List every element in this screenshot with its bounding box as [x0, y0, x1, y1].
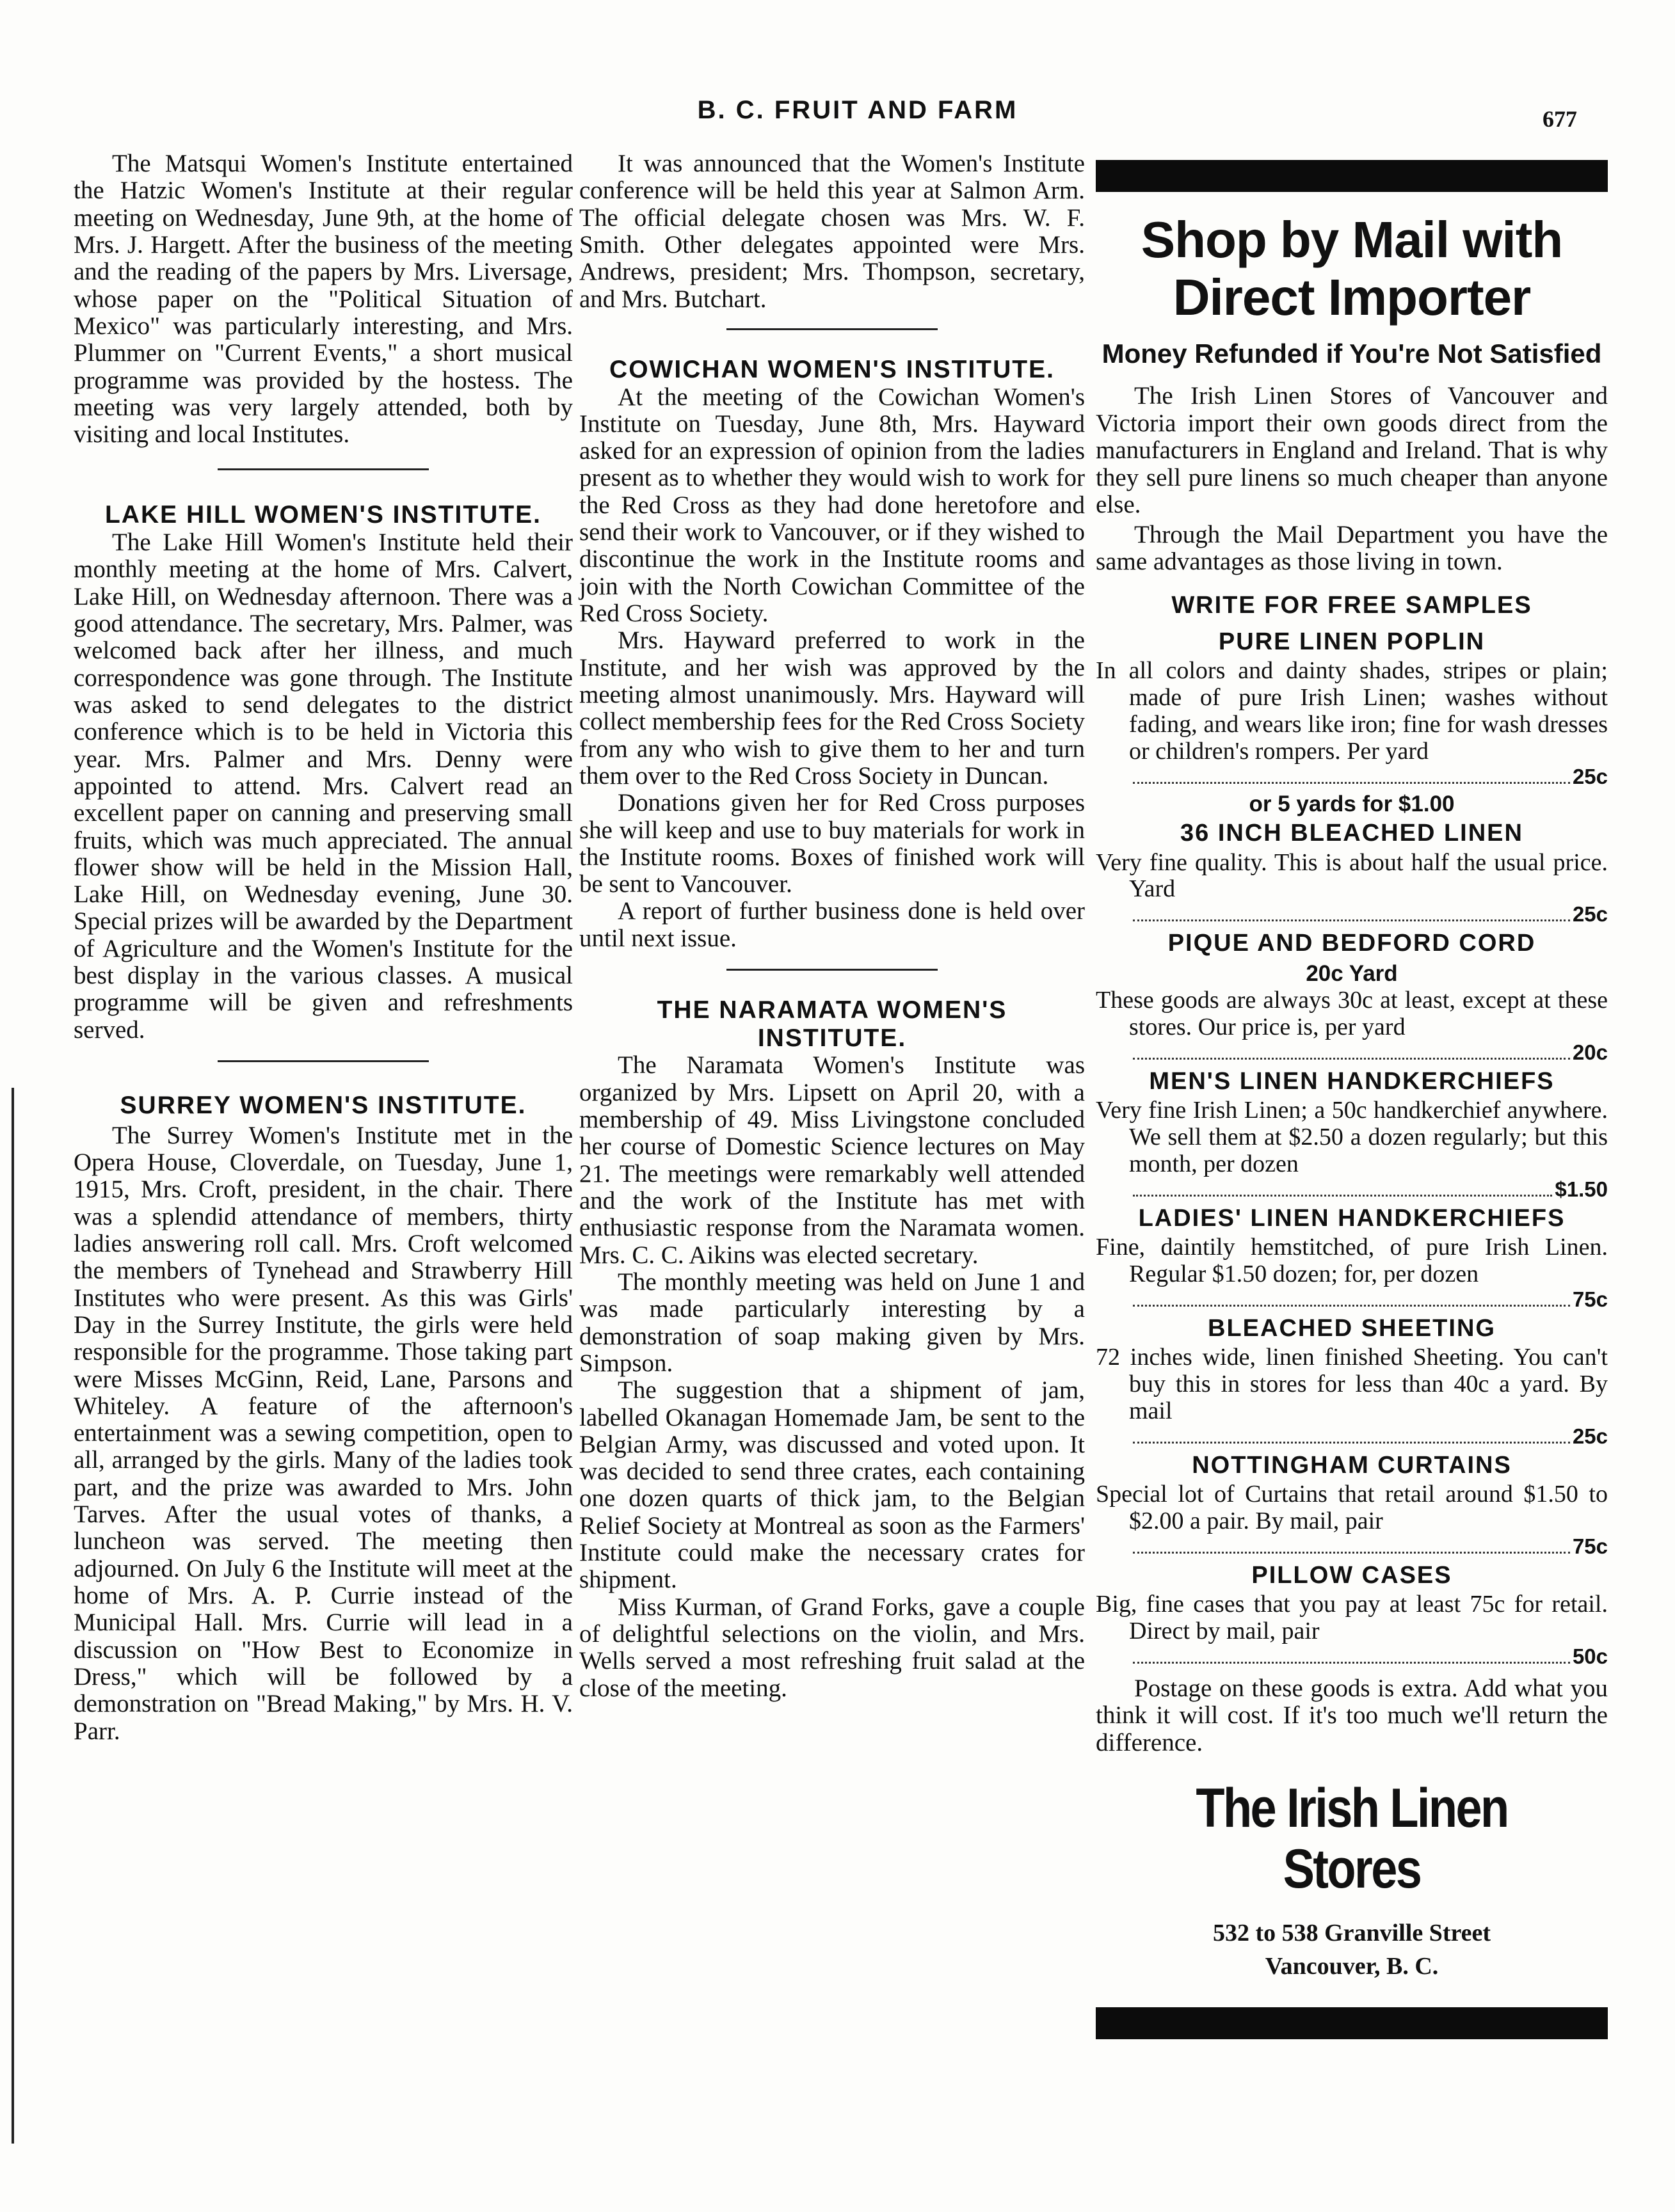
sheeting-description: [1096, 1344, 1608, 1424]
cowichan-heading: COWICHAN WOMEN'S INSTITUTE.: [609, 355, 1055, 383]
sheeting-price: 25c: [1572, 1424, 1608, 1448]
pique-text: These goods are always 30c at least, except at these stores. Our price is, per yard: [1096, 987, 1608, 1041]
ladies-handkerchiefs-description: [1096, 1234, 1608, 1288]
pillow-cases-heading: PILLOW CASES: [1251, 1561, 1452, 1589]
pique-price: 20c: [1572, 1040, 1608, 1065]
leader-dots: [1133, 1305, 1570, 1307]
lake-hill-heading: LAKE HILL WOMEN'S INSTITUTE.: [104, 501, 542, 529]
section-divider: [726, 328, 938, 330]
pillow-cases-price-line: [1096, 1645, 1608, 1670]
mens-handkerchiefs-price-line: [1096, 1178, 1608, 1203]
leader-dots: [1133, 919, 1570, 921]
ad-bottom-bar: [1096, 2007, 1608, 2039]
leader-dots: [1133, 1442, 1570, 1444]
poplin-price-line: [1096, 765, 1608, 790]
cowichan-paragraph-1: At the meeting of the Cowichan Women's Institute on Tuesday, June 8th, Mrs. Hayward asked for an expression of opinion from the ladies present as to whether they would wish to work for the Red Cross as they had done heretofore and send their work to Vancouver, or if they wished to discontinue the work in the Institute rooms and join with the North Cowichan Committee of the Red Cross Society.: [579, 383, 1085, 628]
sheeting-text: 72 inches wide, linen finished Sheeting. You can't buy this in stores for less than 40c a yard. By mail: [1096, 1344, 1608, 1424]
pique-heading: PIQUE AND BEDFORD CORD: [1167, 930, 1536, 957]
binding-edge: [0, 1088, 14, 2144]
ladies-handkerchiefs-price-line: [1096, 1288, 1608, 1313]
leader-dots: [1133, 1195, 1552, 1197]
ad-subheadline: Money Refunded if You're Not Satisfied: [1102, 338, 1602, 369]
poplin-bulk-price: or 5 yards for $1.00: [1249, 791, 1455, 816]
column-left: [74, 150, 573, 1745]
pique-description: [1096, 987, 1608, 1041]
poplin-text: In all colors and dainty shades, stripes or plain; made of pure Irish Linen; washes without fading, and wears like iron; fine for wash dresses or children's rompers. Per yard: [1096, 657, 1608, 765]
bleached-linen-price: 25c: [1572, 902, 1608, 927]
curtains-heading: NOTTINGHAM CURTAINS: [1192, 1451, 1512, 1479]
store-address-street: 532 to 538 Granville Street: [1212, 1920, 1491, 1947]
poplin-description: [1096, 658, 1608, 765]
store-address-city: Vancouver, B. C.: [1265, 1952, 1439, 1980]
postage-note: Postage on these goods is extra. Add what you think it will cost. If it's too much we'll return the difference.: [1096, 1674, 1608, 1756]
leader-dots: [1133, 1552, 1570, 1554]
naramata-paragraph-2: The monthly meeting was held on June 1 and was made particularly interesting by a demonstration of soap making given by Mrs. Simpson.: [579, 1268, 1085, 1377]
ladies-handkerchiefs-text: Fine, daintily hemstitched, of pure Irish Linen. Regular $1.50 dozen; for, per dozen: [1096, 1234, 1608, 1287]
cowichan-paragraph-4: A report of further business done is held over until next issue.: [579, 897, 1085, 952]
cowichan-paragraph-3: Donations given her for Red Cross purposes she will keep and use to buy materials for work in the Institute rooms. Boxes of finished work will be sent to Vancouver.: [579, 789, 1085, 898]
pique-price-line: [1096, 1041, 1608, 1066]
section-divider: [218, 1060, 429, 1062]
ladies-handkerchiefs-price: 75c: [1572, 1287, 1608, 1311]
section-divider: [726, 969, 938, 971]
curtains-text: Special lot of Curtains that retail around $1.50 to $2.00 a pair. By mail, pair: [1096, 1480, 1608, 1534]
column-middle: [579, 150, 1085, 1702]
pillow-cases-price: 50c: [1572, 1644, 1608, 1668]
ladies-handkerchiefs-heading: LADIES' LINEN HANDKERCHIEFS: [1138, 1204, 1566, 1232]
pique-subheading: 20c Yard: [1306, 960, 1398, 986]
page-number: 677: [1543, 106, 1577, 132]
curtains-description: [1096, 1481, 1608, 1535]
ad-mail-paragraph: Through the Mail Department you have the same advantages as those living in town.: [1096, 520, 1608, 576]
curtains-price-line: [1096, 1535, 1608, 1560]
pillow-cases-description: [1096, 1591, 1608, 1645]
cowichan-paragraph-2: Mrs. Hayward preferred to work in the Institute, and her wish was approved by the meeting almost unanimously. Mrs. Hayward will collect membership fees for the Red Cross Society from any who wish to give them to her and turn them over to the Red Cross Society in Duncan.: [579, 626, 1085, 790]
section-divider: [218, 468, 429, 470]
store-name: The Irish Linen Stores: [1196, 1778, 1508, 1900]
mens-handkerchiefs-price: $1.50: [1555, 1177, 1608, 1201]
poplin-price: 25c: [1572, 764, 1608, 788]
curtains-price: 75c: [1572, 1534, 1608, 1558]
sheeting-price-line: [1096, 1425, 1608, 1450]
poplin-heading: PURE LINEN POPLIN: [1218, 628, 1486, 655]
leader-dots: [1133, 782, 1570, 784]
bleached-linen-heading: 36 INCH BLEACHED LINEN: [1180, 820, 1523, 847]
matsqui-paragraph: The Matsqui Women's Institute entertained the Hatzic Women's Institute at their regular meeting on Wednesday, June 9th, at the home of Mrs. J. Hargett. After the business of the meeting and the reading of the papers by Mrs. Liversage, whose paper on the "Political Situation of Mexico" was particularly interesting, and Mrs. Plummer on "Current Events," a short musical programme was provided by the hostess. The meeting was very largely attended, both by visiting and local Institutes.: [74, 150, 573, 449]
pillow-cases-text: Big, fine cases that you pay at least 75c for retail. Direct by mail, pair: [1096, 1590, 1608, 1644]
leader-dots: [1133, 1058, 1570, 1060]
mens-handkerchiefs-text: Very fine Irish Linen; a 50c handkerchief anywhere. We sell them at $2.50 a dozen regularly; but this month, per dozen: [1096, 1097, 1608, 1177]
surrey-heading: SURREY WOMEN'S INSTITUTE.: [120, 1092, 527, 1120]
naramata-paragraph-3: The suggestion that a shipment of jam, labelled Okanagan Homemade Jam, be sent to the Belgian Army, was discussed and voted upon. It was decided to send three crates, each containing one dozen quarts of thick jam, to the Belgian Relief Society at Montreal as soon as the Farmers' Institute could make the necessary crates for shipment.: [579, 1376, 1085, 1594]
lake-hill-paragraph: The Lake Hill Women's Institute held their monthly meeting at the home of Mrs. Calvert, Lake Hill, on Wednesday afternoon. There was a good attendance. The secretary, Mrs. Palmer, was welcomed back after her illness, and much correspondence was gone through. The Institute was asked to send delegates to the district conference which is to be held in Victoria this year. Mrs. Palmer and Mrs. Denny were appointed to attend. Mrs. Calvert read an excellent paper on canning and preserving small fruits, which was much appreciated. The annual flower show will be held in the Mission Hall, Lake Hill, on Wednesday evening, June 30. Special prizes will be awarded by the Department of Agriculture and the Women's Institute for the best display in the various classes. A musical programme will be given and refreshments served.: [74, 529, 573, 1044]
page-header: B. C. FRUIT AND FARM: [697, 96, 1018, 124]
mens-handkerchiefs-heading: MEN'S LINEN HANDKERCHIEFS: [1149, 1068, 1555, 1095]
naramata-heading: THE NARAMATA WOMEN'S INSTITUTE.: [657, 996, 1007, 1052]
naramata-paragraph-1: The Naramata Women's Institute was organized by Mrs. Lipsett on April 20, with a membership of 49. Miss Livingstone concluded her course of Domestic Science lectures on May 21. The meetings were remarkably well attended and the work of the Institute has met with enthusiastic response from the Naramata women. Mrs. C. C. Aikins was elected secretary.: [579, 1051, 1085, 1269]
naramata-paragraph-4: Miss Kurman, of Grand Forks, gave a couple of delightful selections on the violin, and Mrs. Wells served a most refreshing fruit salad at the close of the meeting.: [579, 1593, 1085, 1702]
conference-paragraph: It was announced that the Women's Institute conference will be held this year at Salmon Arm. The official delegate chosen was Mrs. W. F. Smith. Other delegates appointed were Mrs. Andrews, president; Mrs. Thompson, secretary, and Mrs. Butchart.: [579, 150, 1085, 313]
free-samples-heading: WRITE FOR FREE SAMPLES: [1171, 591, 1532, 619]
bleached-linen-text: Very fine quality. This is about half the usual price. Yard: [1096, 848, 1608, 903]
leader-dots: [1133, 1662, 1570, 1664]
surrey-paragraph: The Surrey Women's Institute met in the Opera House, Cloverdale, on Tuesday, June 1, 1915, Mrs. Croft, president, in the chair. There was a splendid attendance of members, thirty ladies answering roll call. Mrs. Croft welcomed the members of Tynehead and Strawberry Hill Institutes who were present. As this was Girls' Day in the Surrey Institute, the girls were held responsible for the programme. Those taking part were Misses McGinn, Reid, Lane, Parsons and Whiteley. A feature of the afternoon's entertainment was a sewing competition, open to all, arranged by the girls. Many of the ladies took part, and the prize was awarded to Mrs. John Tarves. After the usual votes of thanks, a luncheon was served. The meeting then adjourned. On July 6 the Institute will meet at the home of Mrs. A. P. Currie instead of the Municipal Hall. Mrs. Currie will lead in a discussion on "How Best to Economize in Dress," which will be followed by a demonstration on "Bread Making," by Mrs. H. V. Parr.: [74, 1121, 573, 1745]
bleached-linen-description: [1096, 850, 1608, 903]
bleached-linen-price-line: [1096, 903, 1608, 928]
irish-linen-advertisement: [1096, 160, 1608, 2039]
sheeting-heading: BLEACHED SHEETING: [1208, 1314, 1496, 1342]
mens-handkerchiefs-description: [1096, 1097, 1608, 1177]
ad-headline: Shop by Mail with Direct Importer: [1141, 211, 1563, 326]
ad-intro-paragraph: The Irish Linen Stores of Vancouver and Victoria import their own goods direct from the manufacturers in England and Ireland. That is why they sell pure linens so much cheaper than anyone else.: [1096, 382, 1608, 519]
ad-top-bar: [1096, 160, 1608, 192]
